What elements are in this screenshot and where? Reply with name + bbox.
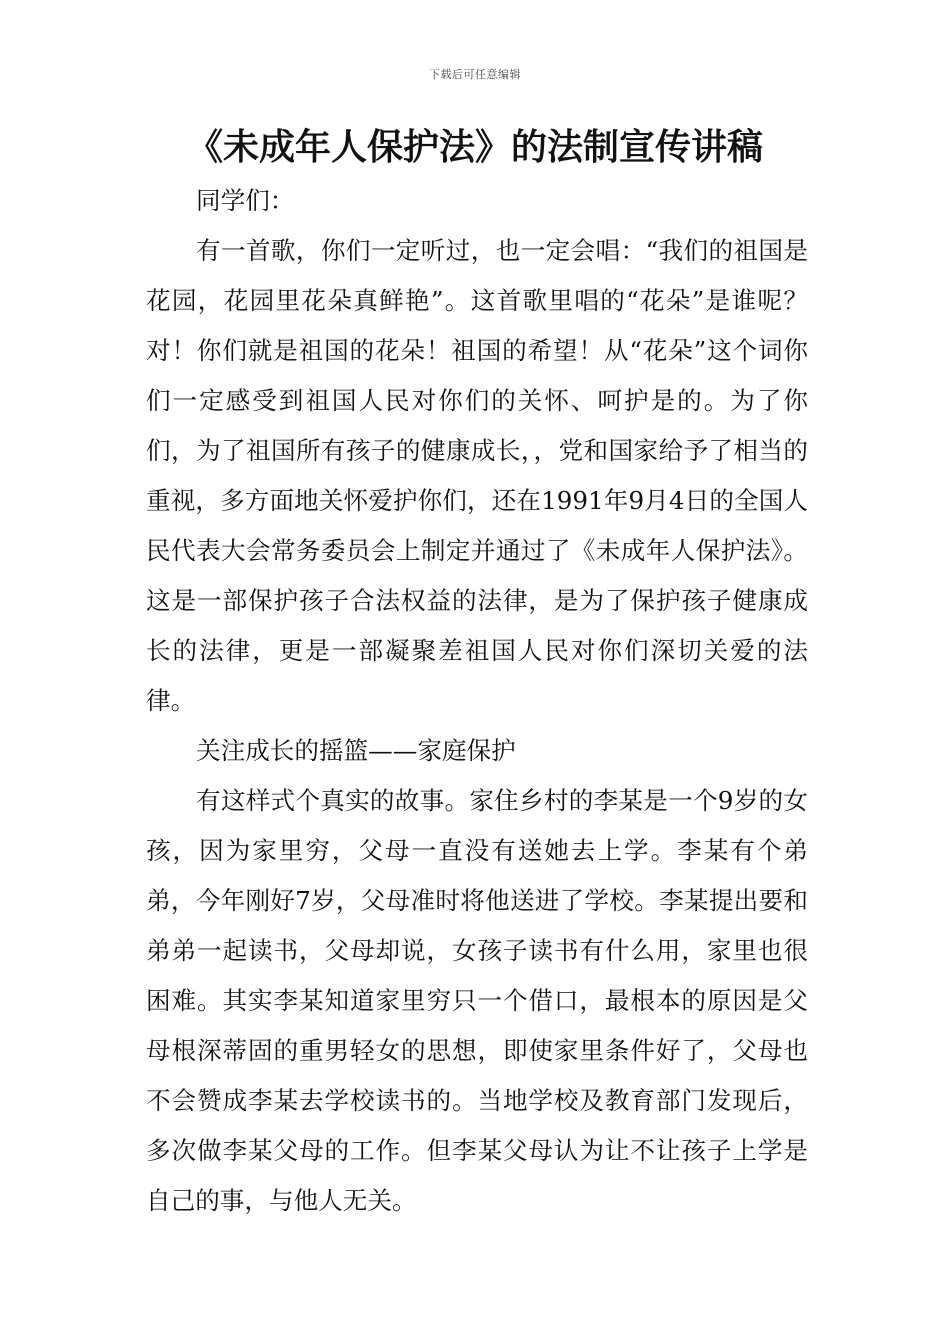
- document-body: [146, 176, 808, 1226]
- section-heading: 关注成长的摇篮——家庭保护: [196, 736, 516, 765]
- page-title: 《未成年人保护法》的法制宣传讲稿: [186, 127, 763, 168]
- salutation-paragraph: 同学们：: [196, 186, 295, 215]
- intro-paragraph: 有一首歌，你们一定听过，也一定会唱：“我们的祖国是花园，花园里花朵真鲜艳”。这首歌里唱的“花朵”是谁呢？对！你们就是祖国的花朵！祖国的希望！从“花朵”这个词你们一定感受到祖国人民对你们的关怀、呵护是的。为了你们，为了祖国所有孩子的健康成长，，党和国家给予了相当的重视，多方面地关怀爱护你们，还在1991年9月4日的全国人民代表大会常务委员会上制定并通过了《未成年人保护法》。这是一部保护孩子合法权益的法律，是为了保护孩子健康成长的法律，更是一部凝聚差祖国人民对你们深切关爱的法律。: [146, 236, 808, 715]
- story-paragraph: 有这样式个真实的故事。家住乡村的李某是一个9岁的女孩，因为家里穷，父母一直没有送她去上学。李某有个弟弟，今年刚好7岁，父母准时将他送进了学校。李某提出要和弟弟一起读书，父母却说，女孩子读书有什么用，家里也很困难。其实李某知道家里穷只一个借口，最根本的原因是父母根深蒂固的重男轻女的思想，即使家里条件好了，父母也不会赞成李某去学校读书的。当地学校及教育部门发现后，多次做李某父母的工作。但李某父母认为让不让孩子上学是自己的事，与他人无关。: [146, 786, 808, 1215]
- header-note: 下载后可任意编辑: [429, 68, 521, 81]
